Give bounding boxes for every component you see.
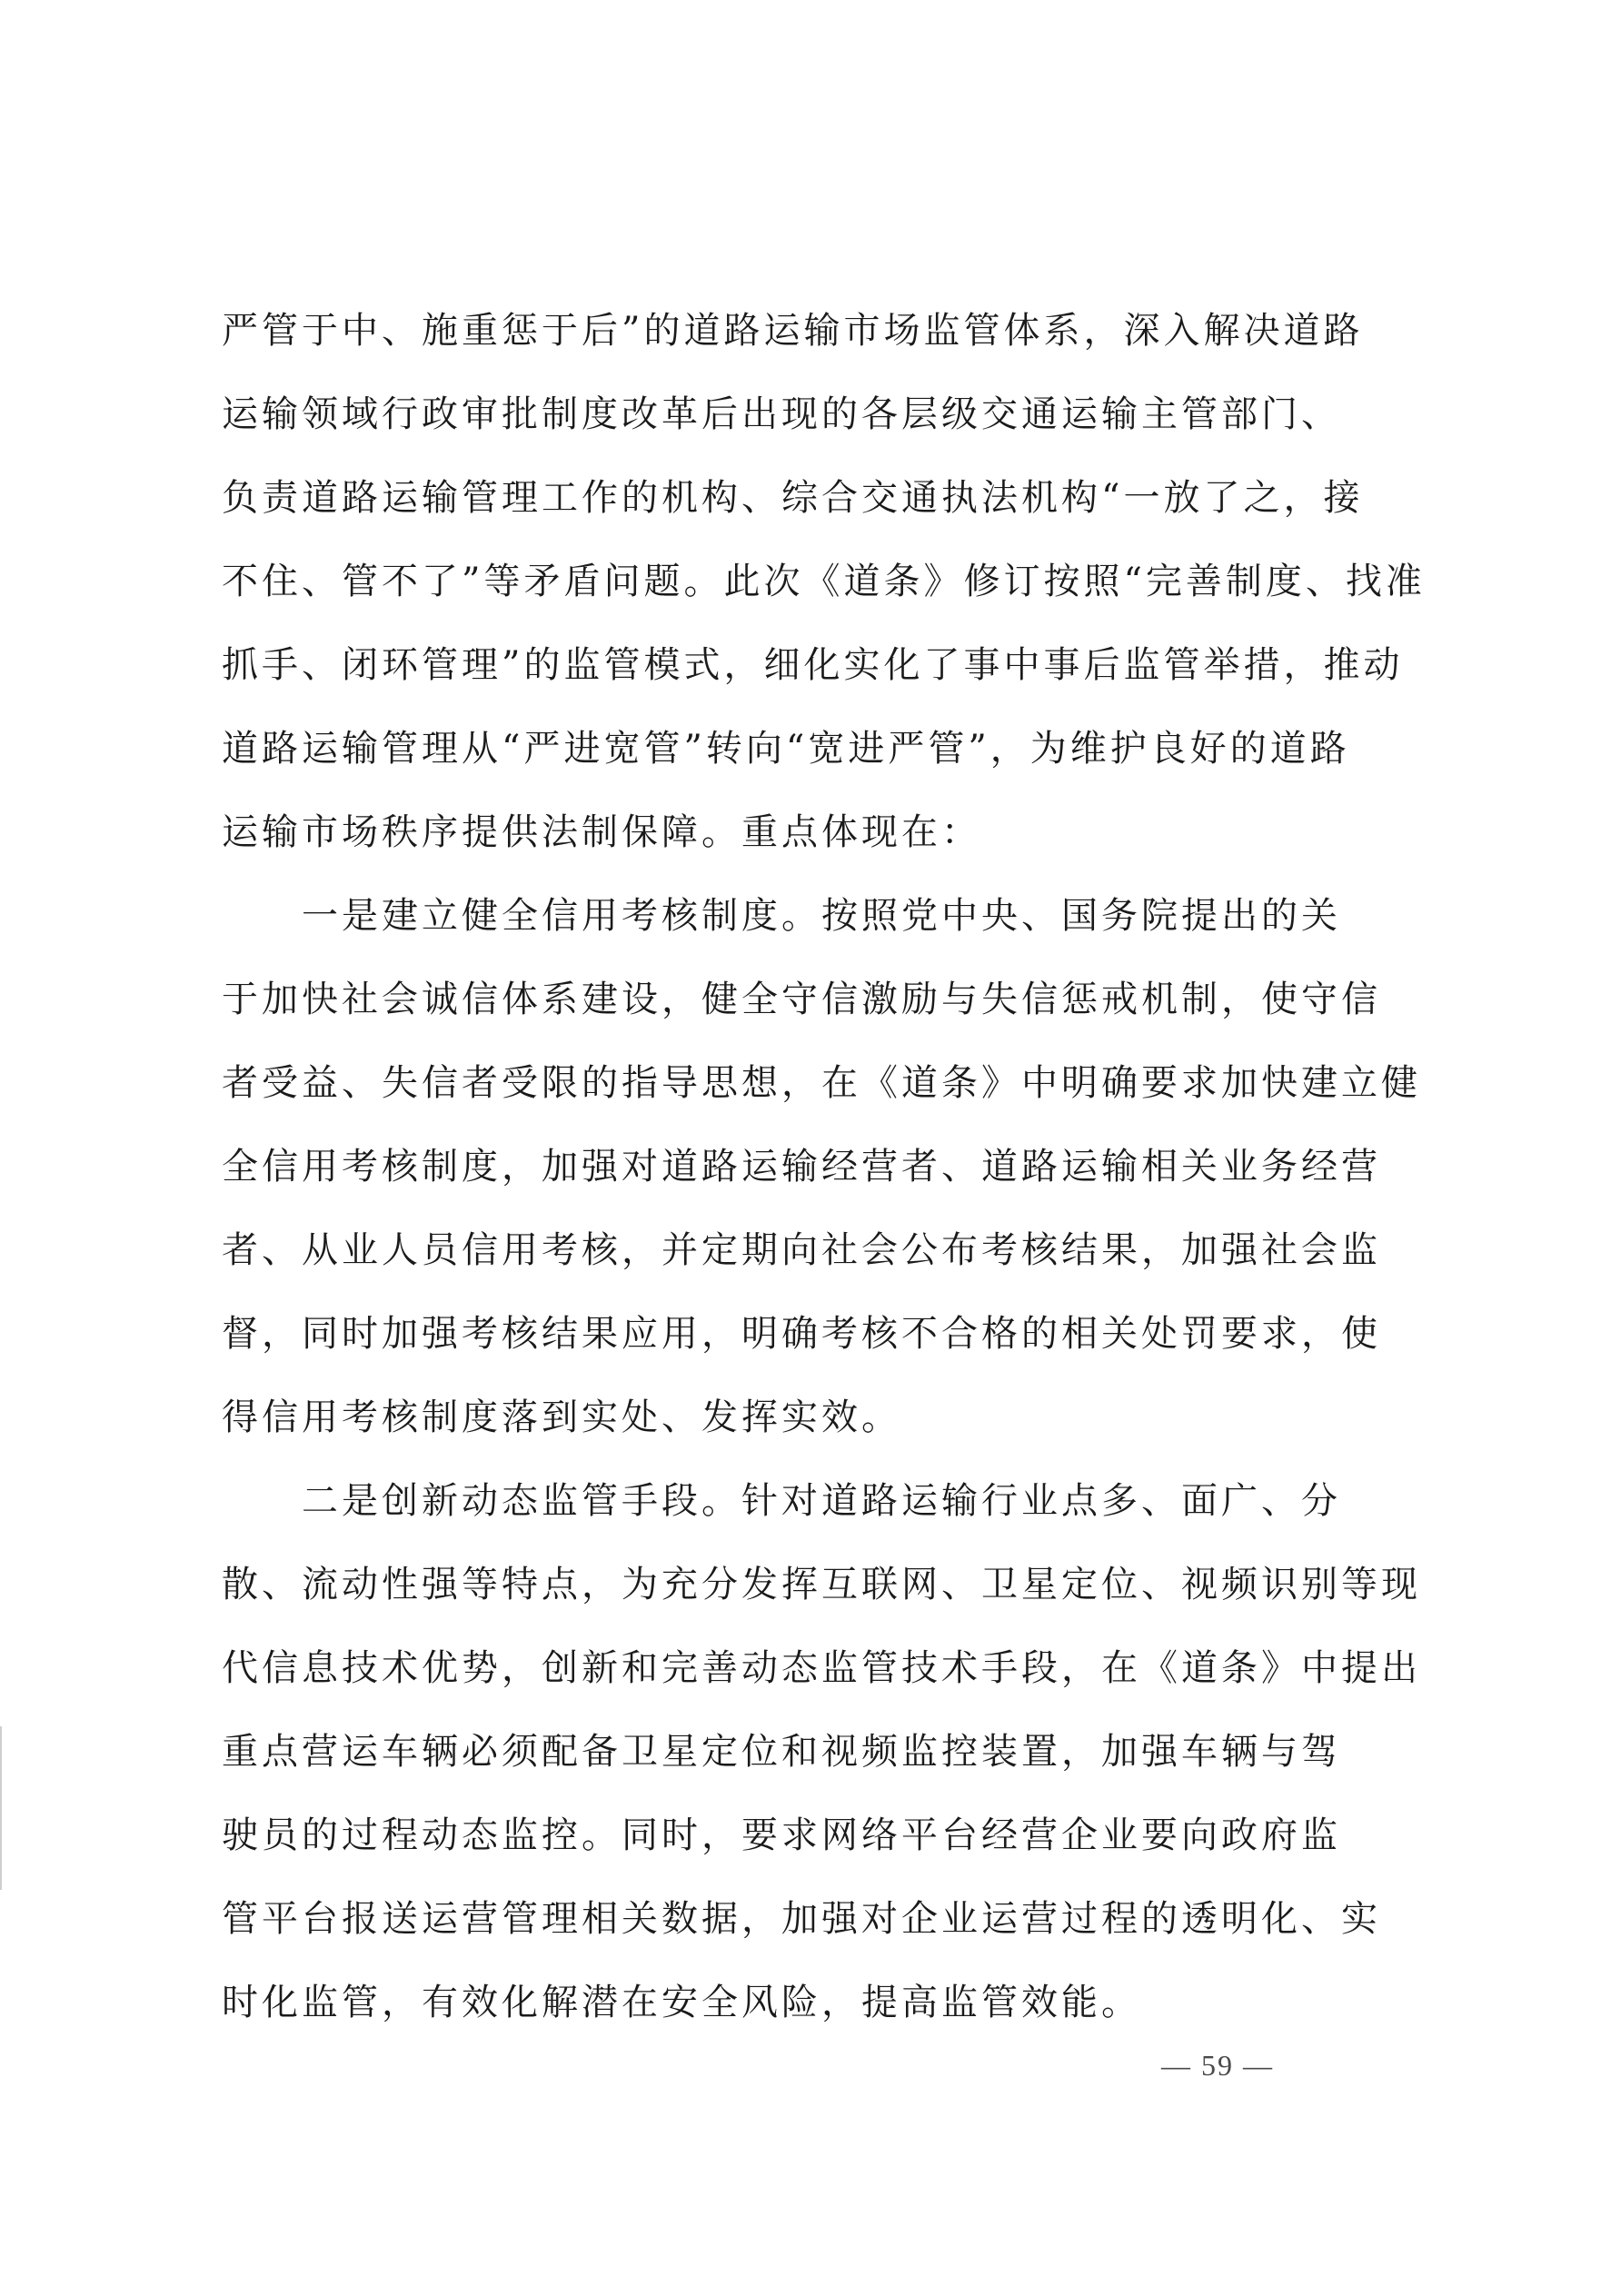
text-line: 运输市场秩序提供法制保障。重点体现在： [222, 811, 981, 853]
text-line: 抓手、闭环管理”的监管模式，细化实化了事中事后监管举措，推动 [222, 644, 1404, 686]
text-line: 代信息技术优势，创新和完善动态监管技术手段，在《道条》中提出 [222, 1647, 1421, 1689]
page-number: — 59 — [1161, 2049, 1274, 2082]
body-text [222, 289, 1426, 2044]
text-line: 驶员的过程动态监控。同时，要求网络平台经营企业要向政府监 [222, 1814, 1341, 1856]
text-line: 时化监管，有效化解潜在安全风险，提高监管效能。 [222, 1982, 1141, 2023]
text-line: 道路运输管理从“严进宽管”转向“宽进严管”，为维护良好的道路 [222, 728, 1350, 770]
text-line: 负责道路运输管理工作的机构、综合交通执法机构“一放了之，接 [222, 477, 1364, 519]
text-line: 不住、管不了”等矛盾问题。此次《道条》修订按照“完善制度、找准 [222, 561, 1426, 602]
text-line: 者受益、失信者受限的指导思想，在《道条》中明确要求加快建立健 [222, 1062, 1421, 1104]
text-line: 重点营运车辆必须配备卫星定位和视频监控装置，加强车辆与驾 [222, 1731, 1341, 1773]
scan-edge-mark [0, 1726, 2, 1890]
text-line: 散、流动性强等特点，为充分发挥互联网、卫星定位、视频识别等现 [222, 1564, 1421, 1605]
text-line: 得信用考核制度落到实处、发挥实效。 [222, 1396, 901, 1438]
paragraph-heading-line: 一是建立健全信用考核制度。按照党中央、国务院提出的关 [302, 895, 1341, 937]
text-line: 全信用考核制度，加强对道路运输经营者、道路运输相关业务经营 [222, 1146, 1381, 1188]
text-line: 者、从业人员信用考核，并定期向社会公布考核结果，加强社会监 [222, 1229, 1381, 1271]
text-line: 管平台报送运营管理相关数据，加强对企业运营过程的透明化、实 [222, 1898, 1381, 1940]
text-line: 于加快社会诚信体系建设，健全守信激励与失信惩戒机制，使守信 [222, 979, 1381, 1020]
paragraph-heading-line: 二是创新动态监管手段。针对道路运输行业点多、面广、分 [302, 1480, 1341, 1522]
text-line: 运输领域行政审批制度改革后出现的各层级交通运输主管部门、 [222, 393, 1341, 435]
text-line: 督，同时加强考核结果应用，明确考核不合格的相关处罚要求，使 [222, 1313, 1381, 1355]
text-line: 严管于中、施重惩于后”的道路运输市场监管体系，深入解决道路 [222, 310, 1364, 352]
